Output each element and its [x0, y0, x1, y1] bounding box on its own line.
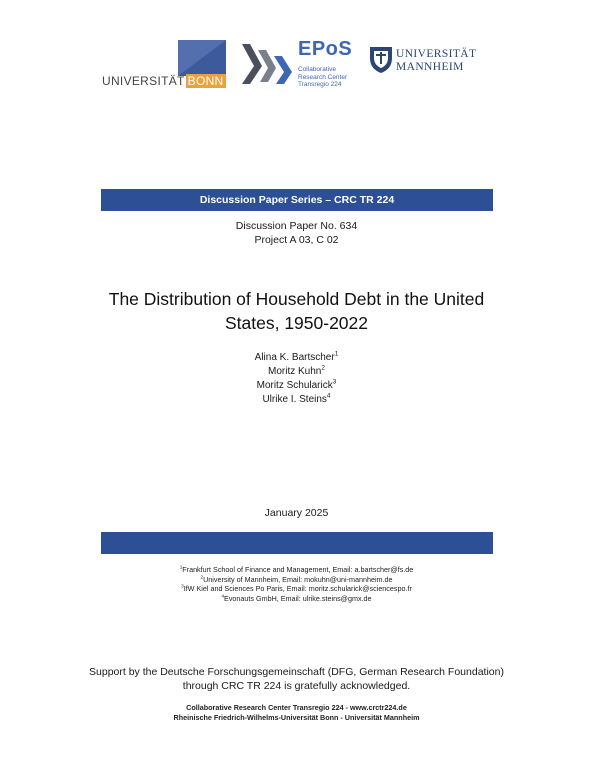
paper-identifiers — [0, 219, 593, 247]
bonn-logo-text: UNIVERSITÄT — [102, 74, 185, 88]
paper-title-line: States, 1950-2022 — [224, 313, 369, 333]
divider-bar — [101, 532, 493, 554]
author-name: Ulrike I. Steins$^4$ — [262, 392, 331, 405]
epos-logo-line: Collaborative — [298, 66, 336, 73]
affiliation-item: $^2$University of Mannheim, Email: mokuhn@uni-mannheim.de — [200, 574, 393, 584]
epos-chevrons-icon — [240, 42, 296, 86]
affiliation-item: $^3$IfW Kiel and Sciences Po Paris, Email: moritz.schularick@sciencespo.fr — [181, 583, 412, 594]
series-banner-label: Discussion Paper Series – CRC TR 224 — [199, 194, 395, 206]
publication-date: January 2025 — [264, 507, 329, 519]
affiliation-item: $^1$Frankfurt School of Finance and Management, Email: a.bartscher@fs.de — [179, 564, 414, 574]
funding-acknowledgement — [0, 665, 593, 693]
bonn-logo-square-icon — [178, 40, 226, 76]
mannheim-crest-icon — [368, 44, 394, 74]
author-list — [0, 351, 593, 407]
funding-line: through CRC TR 224 is gratefully acknowledged. — [182, 680, 411, 692]
mannheim-logo-line: UNIVERSITÄT — [396, 48, 477, 60]
project-code: Project A 03, C 02 — [254, 234, 339, 246]
author-name: Moritz Schularick$^3$ — [256, 378, 337, 391]
bonn-logo-highlight: BONN — [187, 74, 224, 88]
author-name: Moritz Kuhn$^2$ — [268, 364, 325, 377]
epos-logo-line: Transregio 224 — [298, 81, 342, 88]
affiliation-item: $^4$Evonauts GmbH, Email: ulrike.steins@gmx.de — [221, 593, 372, 603]
paper-title-line: The Distribution of Household Debt in the United — [108, 289, 485, 309]
paper-number: Discussion Paper No. 634 — [235, 220, 358, 232]
series-banner — [101, 189, 493, 211]
funding-line: Support by the Deutsche Forschungsgemeinschaft (DFG, German Research Foundation) — [89, 666, 504, 678]
universitat-bonn-logo — [102, 40, 226, 90]
mannheim-logo-line: MANNHEIM — [396, 61, 464, 73]
epos-logo-line: Research Center — [298, 73, 348, 81]
footer — [0, 703, 593, 722]
paper-title — [0, 287, 593, 335]
epos-logo — [240, 40, 360, 92]
universitat-mannheim-logo — [368, 44, 488, 84]
footer-line: Collaborative Research Center Transregio 224 - www.crctr224.de — [186, 703, 407, 712]
footer-line: Rheinische Friedrich-Wilhelms-Universität Bonn - Universität Mannheim — [173, 712, 420, 722]
epos-logo-name: EPoS — [298, 38, 353, 60]
author-name: Alina K. Bartscher$^1$ — [254, 350, 339, 363]
affiliations — [0, 565, 593, 603]
